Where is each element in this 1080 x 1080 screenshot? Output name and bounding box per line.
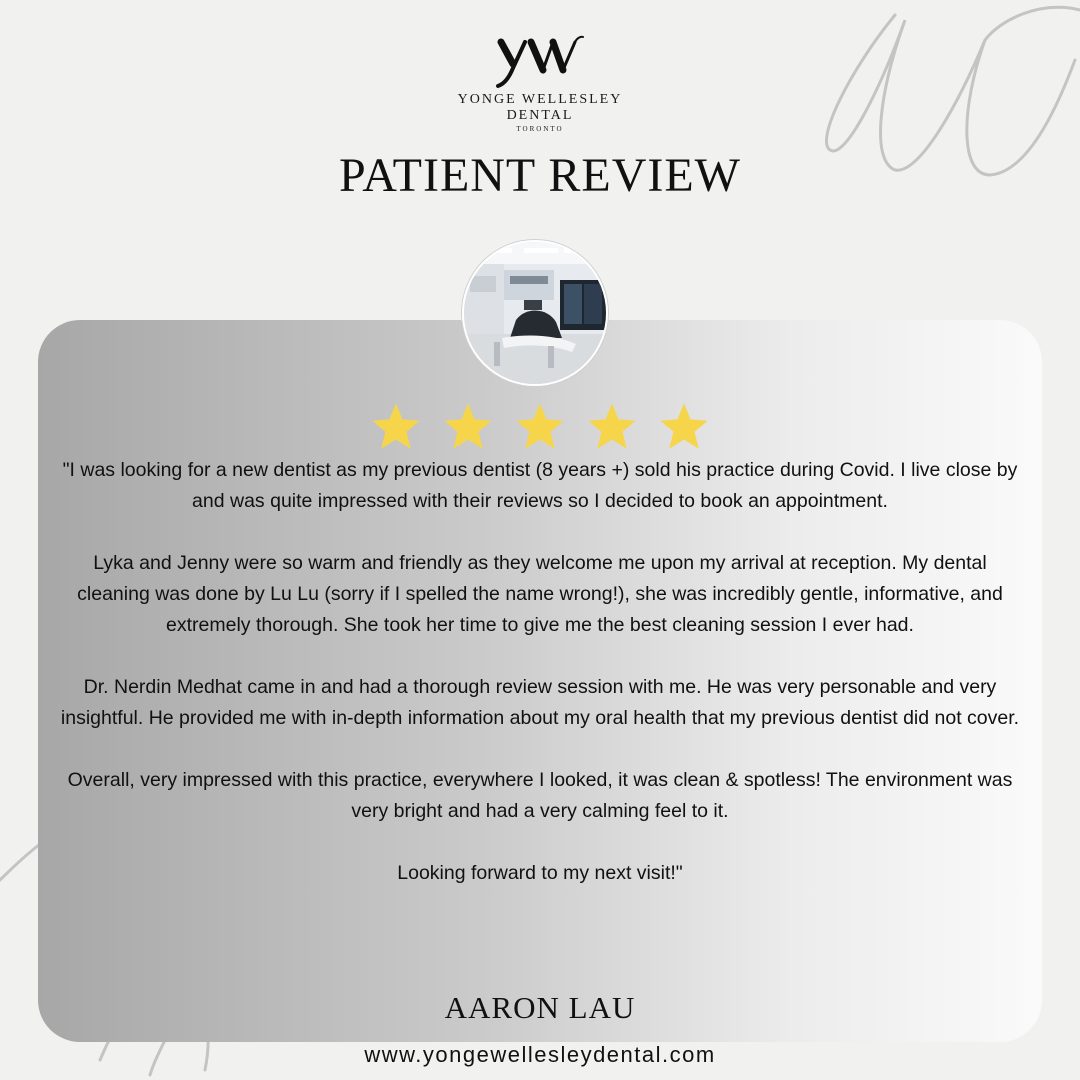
review-paragraph: Overall, very impressed with this practice, everywhere I looked, it was clean & spotless! The environment was very bright and had a very calming feel to it.: [67, 769, 1013, 822]
website-link[interactable]: www.yongewellesleydental.com: [364, 1042, 716, 1067]
yw-monogram-icon: [495, 30, 585, 92]
clinic-photo-image: [464, 242, 606, 384]
brand-city: TORONTO: [516, 125, 564, 133]
clinic-photo: [462, 240, 608, 386]
star-icon: [657, 400, 711, 454]
reviewer-name: AARON LAU: [444, 990, 636, 1025]
star-icon: [441, 400, 495, 454]
star-icon: [369, 400, 423, 454]
review-text: [60, 455, 1020, 889]
review-paragraph: Lyka and Jenny were so warm and friendly as they welcome me upon my arrival at reception. My dental cleaning was done by Lu Lu (sorry if I spelled the name wrong!), she was incredibly gentle, informative, and extremely thorough. She took her time to give me the best cleaning session I ever had.: [77, 552, 1003, 636]
star-rating: [0, 400, 1080, 454]
review-paragraph: Looking forward to my next visit!": [397, 862, 683, 884]
review-paragraph: Dr. Nerdin Medhat came in and had a thorough review session with me. He was very personable and very insightful. He provided me with in-depth information about my oral health that my previous dentist did not cover.: [60, 676, 1020, 729]
star-icon: [585, 400, 639, 454]
page-title: PATIENT REVIEW: [339, 149, 741, 202]
star-icon: [513, 400, 567, 454]
brand-name-line2: DENTAL: [506, 108, 574, 123]
review-paragraph: "I was looking for a new dentist as my previous dentist (8 years +) sold his practice during Covid. I live close by and was quite impressed with their reviews so I decided to book an appointment.: [62, 459, 1018, 512]
brand-logo: [440, 30, 640, 133]
brand-name-line1: YONGE WELLESLEY: [457, 92, 623, 107]
